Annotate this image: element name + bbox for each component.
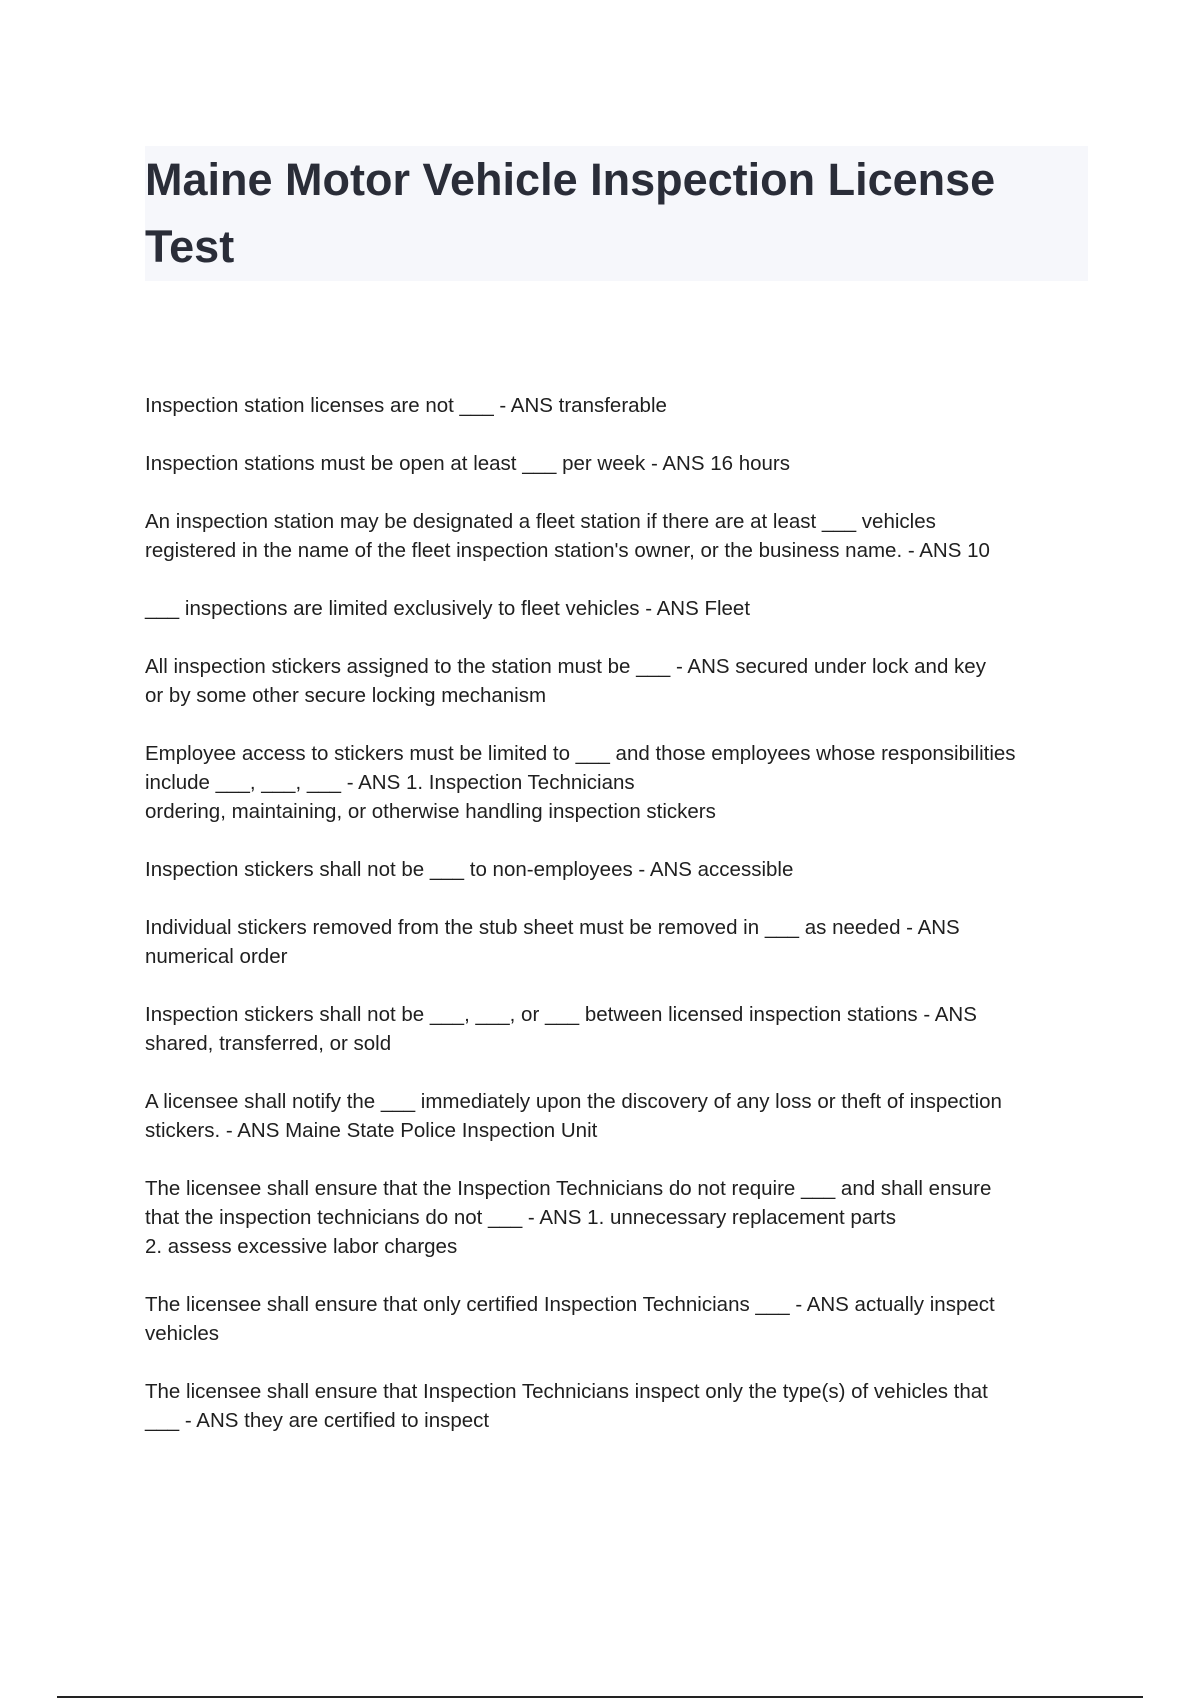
- qa-item: Individual stickers removed from the stub sheet must be removed in ___ as needed - ANS numerical order: [145, 916, 960, 968]
- qa-item: The licensee shall ensure that Inspection Technicians inspect only the type(s) of vehicles that ___ - ANS they are certified to inspect: [145, 1380, 988, 1432]
- footer-divider: [57, 1696, 1143, 1698]
- qa-item: A licensee shall notify the ___ immediately upon the discovery of any loss or theft of inspection stickers. - ANS Maine State Police Inspection Unit: [145, 1090, 1002, 1142]
- qa-item: Inspection station licenses are not ___ - ANS transferable: [145, 394, 667, 417]
- qa-item: An inspection station may be designated a fleet station if there are at least ___ vehicles registered in the name of the fleet inspection station's owner, or the business name. - ANS 10: [145, 510, 990, 562]
- qa-item: Employee access to stickers must be limited to ___ and those employees whose responsibilities include ___, ___, ___ - ANS 1. Inspection Technicians ordering, maintaining, or otherwise handling inspection stickers: [145, 742, 1016, 823]
- title-block: [145, 146, 1088, 281]
- qa-list: [145, 391, 1090, 1464]
- qa-item: Inspection stickers shall not be ___ to non-employees - ANS accessible: [145, 858, 794, 881]
- qa-item: The licensee shall ensure that the Inspection Technicians do not require ___ and shall ensure that the inspection technicians do not ___ - ANS 1. unnecessary replacement parts 2. assess excessive labor charges: [145, 1177, 992, 1258]
- qa-item: The licensee shall ensure that only certified Inspection Technicians ___ - ANS actually inspect vehicles: [145, 1293, 995, 1345]
- qa-item: ___ inspections are limited exclusively to fleet vehicles - ANS Fleet: [145, 597, 751, 620]
- qa-item: Inspection stations must be open at least ___ per week - ANS 16 hours: [145, 452, 790, 475]
- qa-item: All inspection stickers assigned to the station must be ___ - ANS secured under lock and key or by some other secure locking mechanism: [145, 655, 986, 707]
- qa-item: Inspection stickers shall not be ___, ___, or ___ between licensed inspection stations - ANS shared, transferred, or sold: [145, 1003, 977, 1055]
- page-title: Maine Motor Vehicle Inspection License Test: [145, 154, 996, 272]
